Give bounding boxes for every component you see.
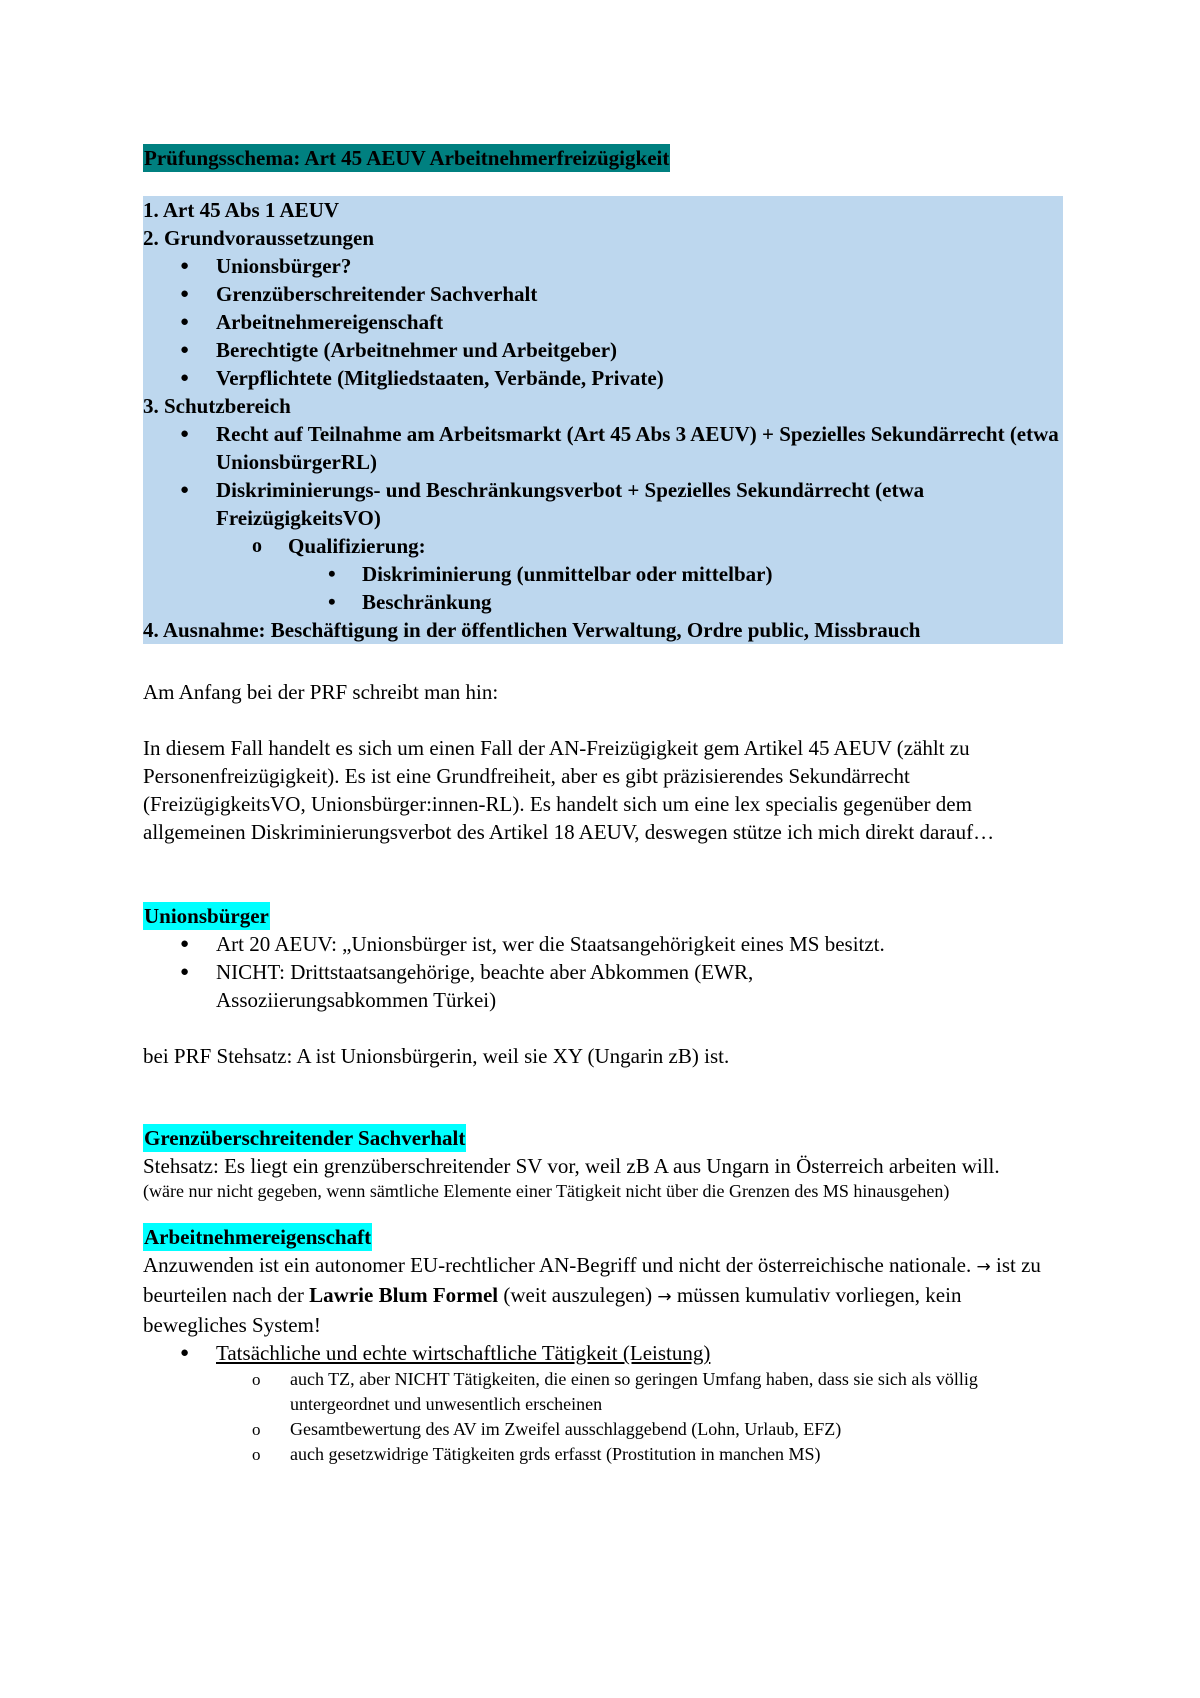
arrow-right-icon: → bbox=[976, 1257, 991, 1277]
arbeitnehmer-sub-bullets bbox=[143, 1367, 1070, 1467]
list-item: ● Recht auf Teilnahme am Arbeitsmarkt (Art 45 Abs 3 AEUV) + Spezielles Sekundärrecht (etwa UnionsbürgerRL) bbox=[216, 420, 1063, 476]
intro-line: Am Anfang bei der PRF schreibt man hin: bbox=[143, 680, 499, 704]
list-item: o auch gesetzwidrige Tätigkeiten grds erfasst (Prostitution in manchen MS) bbox=[290, 1442, 1070, 1467]
list-item: ● Grenzüberschreitender Sachverhalt bbox=[216, 280, 1063, 308]
arbeitnehmer-bullets bbox=[143, 1339, 1063, 1367]
arbeitnehmer-section bbox=[143, 1223, 1063, 1467]
schema-subsub-bullets bbox=[143, 560, 1063, 616]
section-heading: Arbeitnehmereigenschaft bbox=[144, 1225, 372, 1249]
schema-item-1: 1. Art 45 Abs 1 AEUV bbox=[143, 198, 340, 222]
grenz-section bbox=[143, 1124, 1063, 1203]
arbeitnehmer-paragraph bbox=[143, 1251, 1053, 1339]
stehsatz-text: bei PRF Stehsatz: A ist Unionsbürgerin, weil sie XY (Ungarin zB) ist. bbox=[143, 1044, 730, 1068]
title-line bbox=[143, 144, 1063, 172]
unionsbuerger-section bbox=[143, 902, 1063, 1070]
schema-bullets-3 bbox=[143, 420, 1063, 532]
intro-paragraph: In diesem Fall handelt es sich um einen Fall der AN-Freizügigkeit gem Artikel 45 AEUV (zählt zu Personenfreizügigkeit). Es ist eine Grundfreiheit, aber es gibt präzisierendes Sekundärrecht (FreizügigkeitsVO, Unionsbürger:innen-RL). Es handelt sich um eine lex specialis gegenüber dem allgemeinen Diskriminierungsverbot des Artikel 18 AEUV, deswegen stütze ich mich direkt darauf… bbox=[143, 736, 995, 844]
unionsbuerger-bullets bbox=[143, 930, 1063, 1014]
list-item: ● Verpflichtete (Mitgliedstaaten, Verbände, Private) bbox=[216, 364, 1063, 392]
list-item: o Gesamtbewertung des AV im Zweifel ausschlaggebend (Lohn, Urlaub, EFZ) bbox=[290, 1417, 1070, 1442]
list-item: ● Arbeitnehmereigenschaft bbox=[216, 308, 1063, 336]
arrow-right-icon: → bbox=[657, 1287, 672, 1307]
text-span: müssen kumulativ vorliegen, kein bewegliches System! bbox=[143, 1283, 962, 1337]
list-item: ● Tatsächliche und echte wirtschaftliche Tätigkeit (Leistung) bbox=[216, 1339, 1063, 1367]
list-item: o Qualifizierung: bbox=[288, 532, 1063, 560]
stehsatz-text: Stehsatz: Es liegt ein grenzüberschreitender SV vor, weil zB A aus Ungarn in Österreich arbeiten will. bbox=[143, 1154, 1000, 1178]
document-content bbox=[143, 144, 1063, 1467]
schema-block bbox=[143, 196, 1063, 644]
bold-term: Lawrie Blum Formel bbox=[309, 1283, 499, 1307]
note-text: (wäre nur nicht gegeben, wenn sämtliche Elemente einer Tätigkeit nicht über die Grenzen des MS hinausgehen) bbox=[143, 1181, 950, 1201]
text-span: (weit auszulegen) bbox=[503, 1283, 653, 1307]
text-span: ist zu beurteilen nach der bbox=[143, 1253, 1041, 1307]
list-item: ● NICHT: Drittstaatsangehörige, beachte aber Abkommen (EWR, Assoziierungsabkommen Türkei) bbox=[216, 958, 836, 1014]
list-item: ● Unionsbürger? bbox=[216, 252, 1063, 280]
list-item: • Beschränkung bbox=[362, 588, 1063, 616]
schema-sub-bullets bbox=[143, 532, 1063, 560]
section-heading: Grenzüberschreitender Sachverhalt bbox=[144, 1126, 466, 1150]
list-item: • Diskriminierung (unmittelbar oder mittelbar) bbox=[362, 560, 1063, 588]
list-item: o auch TZ, aber NICHT Tätigkeiten, die einen so geringen Umfang haben, dass sie sich als völlig untergeordnet und unwesentlich erscheinen bbox=[290, 1367, 1070, 1417]
section-heading: Unionsbürger bbox=[144, 904, 269, 928]
list-item: ● Diskriminierungs- und Beschränkungsverbot + Spezielles Sekundärrecht (etwa FreizügigkeitsVO) bbox=[216, 476, 1063, 532]
list-item: ● Art 20 AEUV: „Unionsbürger ist, wer die Staatsangehörigkeit eines MS besitzt. bbox=[216, 930, 1063, 958]
schema-item-4: 4. Ausnahme: Beschäftigung in der öffentlichen Verwaltung, Ordre public, Missbrauch bbox=[143, 618, 921, 642]
document-title: Prüfungsschema: Art 45 AEUV Arbeitnehmerfreizügigkeit bbox=[144, 146, 670, 170]
list-item: ● Berechtigte (Arbeitnehmer und Arbeitgeber) bbox=[216, 336, 1063, 364]
schema-item-2: 2. Grundvoraussetzungen bbox=[143, 226, 375, 250]
text-span: Anzuwenden ist ein autonomer EU-rechtlicher AN-Begriff und nicht der österreichische nationale. bbox=[143, 1253, 972, 1277]
schema-item-3: 3. Schutzbereich bbox=[143, 394, 291, 418]
schema-bullets-2 bbox=[143, 252, 1063, 392]
